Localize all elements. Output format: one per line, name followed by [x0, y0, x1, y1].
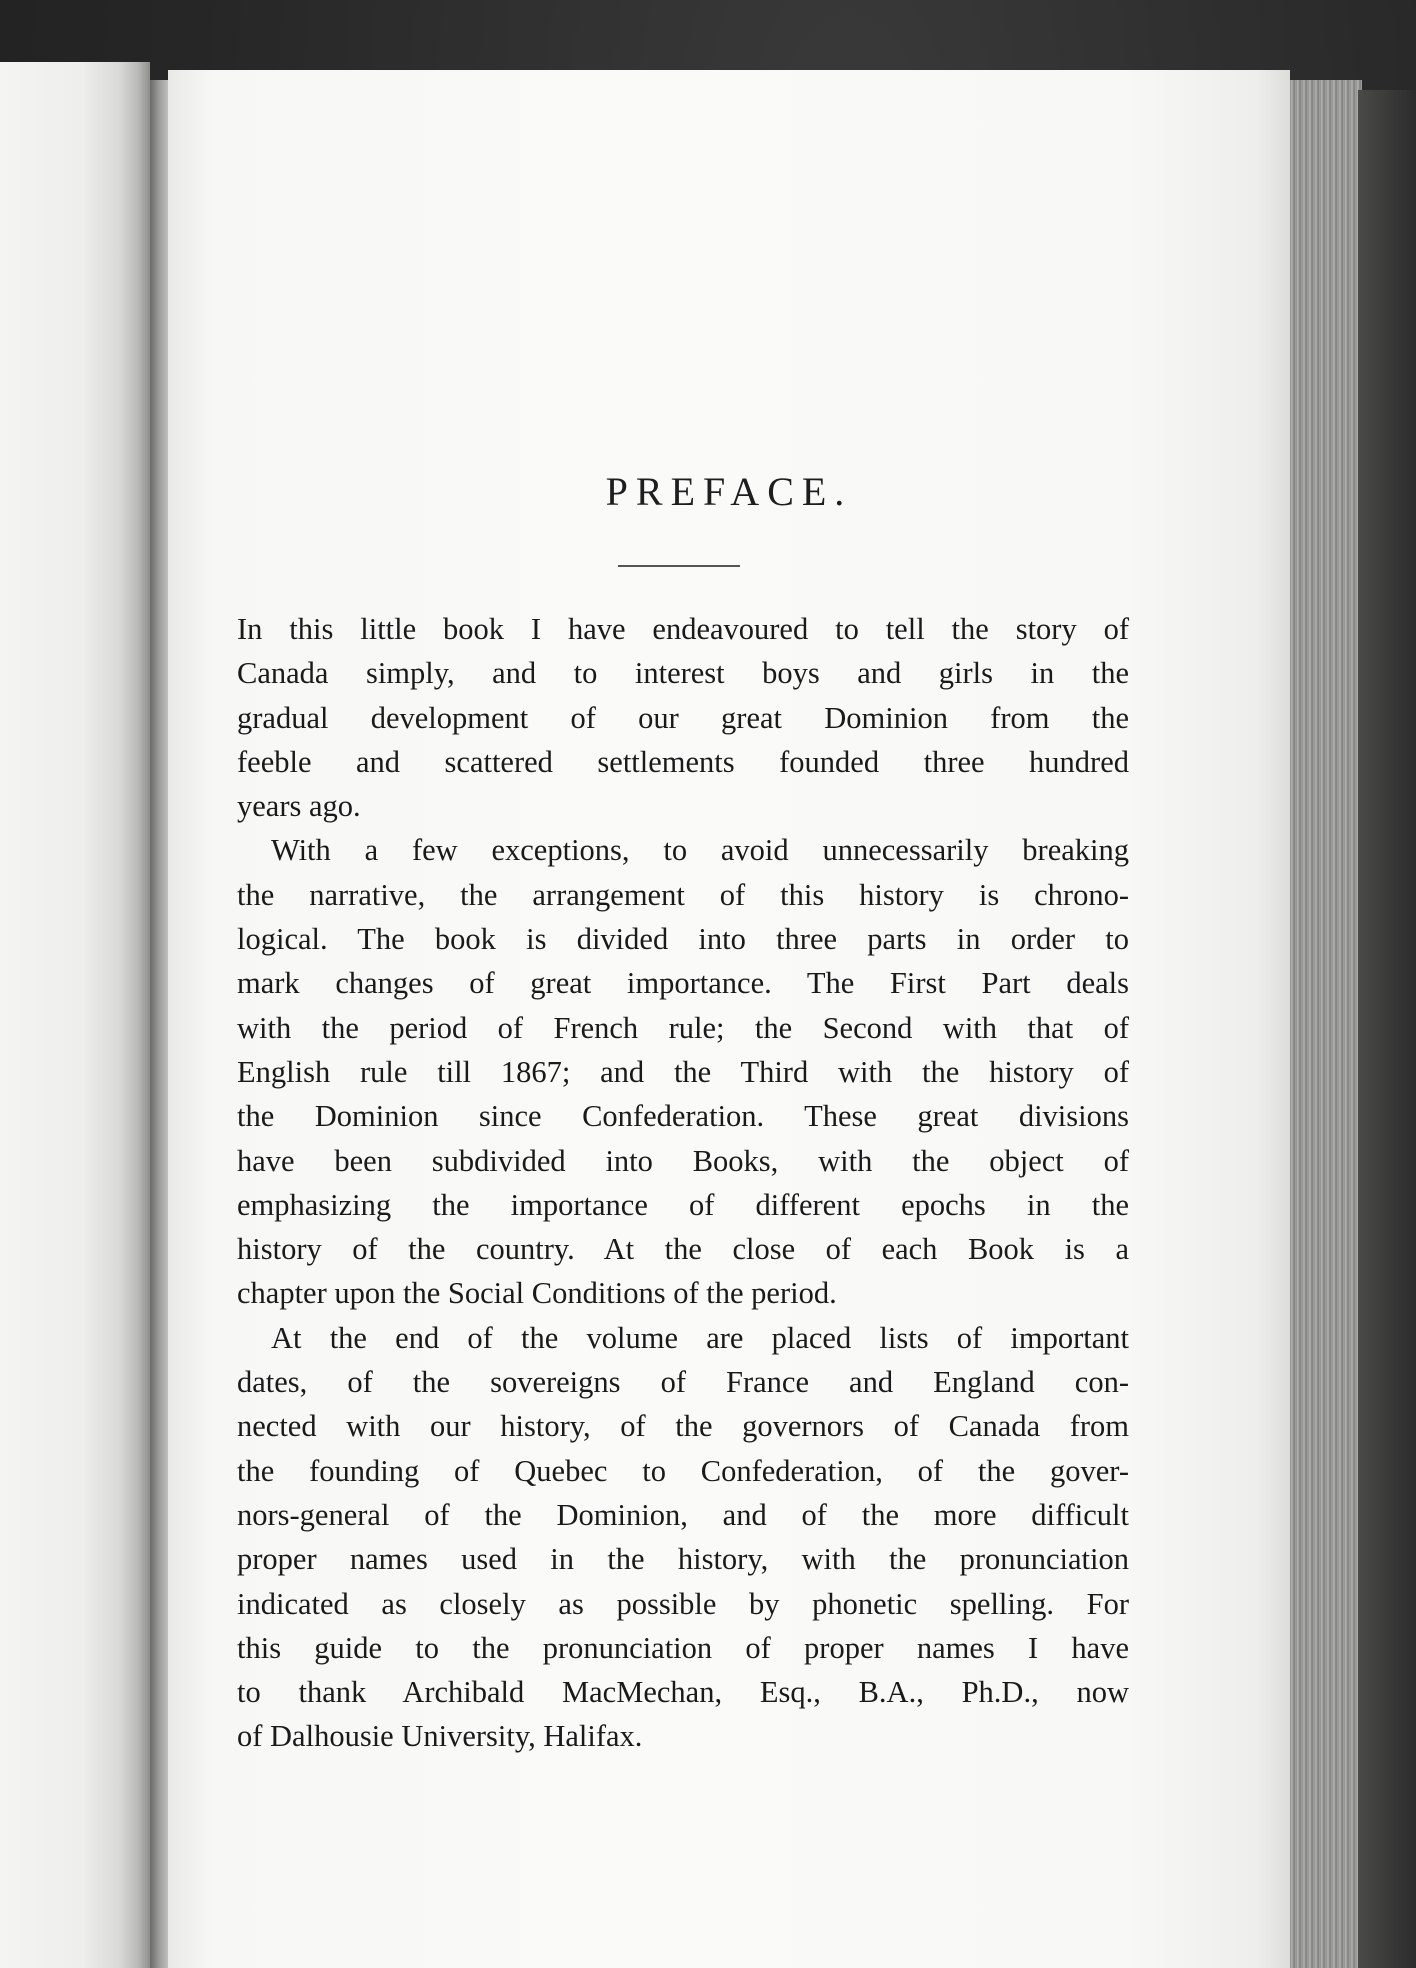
text-line: history of the country. At the close of each Book is a [237, 1232, 1129, 1267]
text-line: English rule till 1867; and the Third with the history of [237, 1054, 1129, 1089]
text-line: dates, of the sovereigns of France and England con- [237, 1365, 1129, 1400]
text-line: indicated as closely as possible by phonetic spelling. For [237, 1586, 1129, 1621]
page-edges [1290, 80, 1362, 1968]
text-line: emphasizing the importance of different epochs in the [237, 1187, 1129, 1222]
text-line: years ago. [237, 789, 361, 824]
text-line: the founding of Quebec to Confederation, of the gover- [237, 1453, 1129, 1488]
text-line: this guide to the pronunciation of proper names I have [237, 1630, 1129, 1665]
title-divider [618, 565, 740, 567]
text-line: nected with our history, of the governors of Canada from [237, 1409, 1129, 1444]
text-line: With a few exceptions, to avoid unnecessarily breaking [271, 833, 1129, 868]
text-line: logical. The book is divided into three parts in order to [237, 922, 1129, 957]
text-line: the Dominion since Confederation. These great divisions [237, 1099, 1129, 1134]
text-line: In this little book I have endeavoured to tell the story of [237, 612, 1129, 646]
text-line: Canada simply, and to interest boys and girls in the [237, 656, 1129, 691]
paragraph-1 [237, 607, 1129, 828]
paragraph-3 [237, 1316, 1129, 1759]
text-line: with the period of French rule; the Second with that of [237, 1010, 1129, 1045]
text-line: chapter upon the Social Conditions of the period. [237, 1276, 837, 1311]
text-line: of Dalhousie University, Halifax. [237, 1719, 643, 1754]
previous-page-edge [0, 62, 150, 1968]
text-line: nors-general of the Dominion, and of the more difficult [237, 1497, 1129, 1532]
preface-body [237, 607, 1129, 1759]
paragraph-2 [237, 828, 1129, 1315]
text-line: the narrative, the arrangement of this history is chrono- [237, 877, 1129, 912]
text-line: to thank Archibald MacMechan, Esq., B.A., Ph.D., now [237, 1675, 1129, 1710]
book-cover-edge [1358, 90, 1416, 1968]
text-line: proper names used in the history, with the pronunciation [237, 1542, 1129, 1577]
page-title: PREFACE. [605, 469, 853, 514]
text-line: gradual development of our great Dominion from the [237, 700, 1129, 735]
text-line: mark changes of great importance. The First Part deals [237, 966, 1129, 1001]
text-line: At the end of the volume are placed lists of important [271, 1320, 1129, 1355]
text-line: feeble and scattered settlements founded three hundred [237, 744, 1129, 779]
text-line: have been subdivided into Books, with the object of [237, 1143, 1129, 1178]
